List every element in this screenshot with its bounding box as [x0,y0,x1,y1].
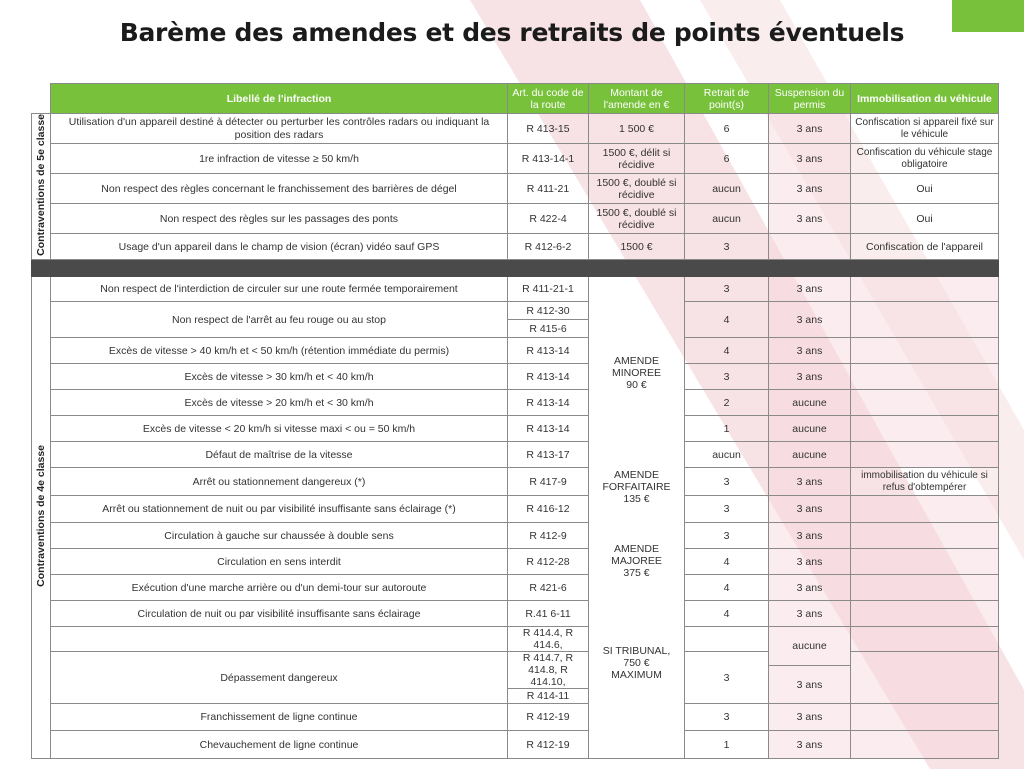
table-row [32,549,999,575]
libelle-cell: Défaut de maîtrise de la vitesse [51,442,508,468]
retrait-cell: 4 [685,601,769,627]
table-row [32,496,999,523]
header-article: Art. du code de la route [508,84,589,114]
libelle-cell: Arrêt ou stationnement de nuit ou par visibilité insuffisante sans éclairage (*) [51,496,508,523]
table-row [32,731,999,759]
article-cell: R 413-17 [508,442,589,468]
header-retrait: Retrait de point(s) [685,84,769,114]
libelle-cell: Circulation de nuit ou par visibilité insuffisante sans éclairage [51,601,508,627]
retrait-cell: 4 [685,575,769,601]
suspension-cell: 3 ans [769,575,851,601]
suspension-cell: 3 ans [769,204,851,234]
article-cell: R 413-14 [508,338,589,364]
amount-majoree: AMENDE MAJOREE 375 € [611,542,662,579]
article-cell: R 411-21 [508,174,589,204]
immobilisation-cell [851,416,999,442]
article-cell: R 412-6-2 [508,234,589,260]
table-row [32,234,999,260]
retrait-cell: 3 [685,652,769,704]
retrait-cell: 3 [685,496,769,523]
immobilisation-cell [851,704,999,731]
immobilisation-cell [851,731,999,759]
section4-label-cell [32,277,51,759]
retrait-cell: 3 [685,364,769,390]
retrait-cell: 6 [685,144,769,174]
libelle-cell: Circulation en sens interdit [51,549,508,575]
libelle-cell: Excès de vitesse > 30 km/h et < 40 km/h [51,364,508,390]
article-cell: R 412-19 [508,731,589,759]
table-row [32,627,999,652]
montant-cell: 1 500 € [589,114,685,144]
immobilisation-cell [851,277,999,302]
article-cell: R.41 6-11 [508,601,589,627]
table-row [32,204,999,234]
suspension-cell [769,234,851,260]
article-cell: R 417-9 [508,468,589,496]
immobilisation-cell [851,523,999,549]
libelle-cell: Non respect des règles sur les passages des ponts [51,204,508,234]
table-row [32,523,999,549]
retrait-cell: 3 [685,234,769,260]
suspension-cell: 3 ans [769,523,851,549]
header-row [32,84,999,114]
retrait-cell [685,627,769,652]
suspension-cell: 3 ans [769,704,851,731]
article-cell: R 413-15 [508,114,589,144]
amount-minoree: AMENDE MINOREE 90 € [611,354,661,391]
immobilisation-cell [851,442,999,468]
suspension-cell: 3 ans [769,549,851,575]
retrait-cell: 4 [685,302,769,338]
retrait-cell: 6 [685,114,769,144]
immobilisation-cell [851,302,999,338]
article-cell: R 421-6 [508,575,589,601]
table-row [32,174,999,204]
immobilisation-cell: Confiscation si appareil fixé sur le véhicule [851,114,999,144]
retrait-cell: 1 [685,416,769,442]
immobilisation-cell: Oui [851,174,999,204]
immobilisation-cell [851,575,999,601]
page-title: Barème des amendes et des retraits de points éventuels [119,18,905,47]
libelle-cell: Non respect de l'interdiction de circuler sur une route fermée temporairement [51,277,508,302]
libelle-cell: Arrêt ou stationnement dangereux (*) [51,468,508,496]
suspension-cell: 3 ans [769,338,851,364]
immobilisation-cell [851,601,999,627]
retrait-cell: 4 [685,338,769,364]
table-row [32,704,999,731]
immobilisation-cell: immobilisation du véhicule si refus d'obtempérer [851,468,999,496]
retrait-cell: 2 [685,390,769,416]
suspension-cell: 3 ans [769,601,851,627]
suspension-cell: 3 ans [769,731,851,759]
montant-cell: 1500 €, doublé si récidive [589,204,685,234]
article-cell: R 412-28 [508,549,589,575]
immobilisation-cell: Confiscation de l'appareil [851,234,999,260]
header-spacer [32,84,51,114]
libelle-cell: Chevauchement de ligne continue [51,731,508,759]
immobilisation-cell [851,549,999,575]
header-libelle: Libellé de l'infraction [51,84,508,114]
table-row [32,338,999,364]
article-cell: R 411-21-1 [508,277,589,302]
libelle-cell: 1re infraction de vitesse ≥ 50 km/h [51,144,508,174]
suspension-cell: aucune [769,627,851,666]
libelle-cell: Excès de vitesse > 40 km/h et < 50 km/h (rétention immédiate du permis) [51,338,508,364]
immobilisation-cell [851,627,999,652]
table-row [32,144,999,174]
libelle-cell: Exécution d'une marche arrière ou d'un demi-tour sur autoroute [51,575,508,601]
table-row [32,277,999,302]
suspension-cell: 3 ans [769,144,851,174]
table-row [32,442,999,468]
libelle-cell: Utilisation d'un appareil destiné à détecter ou perturber les contrôles radars ou indiquant la position des radars [51,114,508,144]
retrait-cell: aucun [685,204,769,234]
libelle-cell: Non respect de l'arrêt au feu rouge ou au stop [51,302,508,338]
separator-cell [32,260,999,277]
table-row [32,364,999,390]
libelle-cell: Circulation à gauche sur chaussée à double sens [51,523,508,549]
suspension-cell: 3 ans [769,468,851,496]
libelle-cell: Excès de vitesse > 20 km/h et < 30 km/h [51,390,508,416]
table-row [32,652,999,666]
section-separator [32,260,999,277]
article-cell: R 412-30 [508,302,589,320]
suspension-cell: aucune [769,442,851,468]
libelle-cell: Usage d'un appareil dans le champ de vision (écran) vidéo sauf GPS [51,234,508,260]
retrait-cell: 3 [685,704,769,731]
immobilisation-cell [851,390,999,416]
suspension-cell: 3 ans [769,666,851,704]
article-cell: R 412-9 [508,523,589,549]
article-cell: R 414-11 [508,689,589,704]
retrait-cell: 3 [685,468,769,496]
table-row [32,416,999,442]
article-cell: R 416-12 [508,496,589,523]
article-cell: R 414.7, R 414.8, R 414.10, [508,652,589,689]
table-row [32,575,999,601]
retrait-cell: aucun [685,174,769,204]
montant-merged-cell [589,277,685,759]
header-montant: Montant de l'amende en € [589,84,685,114]
table-row [32,302,999,320]
header-suspension: Suspension du permis [769,84,851,114]
article-cell: R 414.4, R 414.6, [508,627,589,652]
article-cell: R 422-4 [508,204,589,234]
article-cell: R 415-6 [508,320,589,338]
article-cell: R 413-14 [508,416,589,442]
section5-label: Contraventions de 5e classe [35,114,47,256]
suspension-cell: aucune [769,416,851,442]
amount-forfaitaire: AMENDE FORFAITAIRE 135 € [602,468,671,505]
immobilisation-cell: Oui [851,204,999,234]
libelle-cell: Franchissement de ligne continue [51,704,508,731]
retrait-cell: 4 [685,549,769,575]
retrait-cell: aucun [685,442,769,468]
article-cell: R 413-14 [508,390,589,416]
suspension-cell: 3 ans [769,277,851,302]
fines-table [31,83,999,759]
immobilisation-cell [851,496,999,523]
section5-label-cell [32,114,51,260]
suspension-cell: 3 ans [769,174,851,204]
suspension-cell: 3 ans [769,302,851,338]
table-row [32,390,999,416]
header-immobilisation: Immobilisation du véhicule [851,84,999,114]
suspension-cell: aucune [769,390,851,416]
suspension-cell: 3 ans [769,496,851,523]
retrait-cell: 3 [685,277,769,302]
libelle-cell [51,627,508,652]
table-row [32,601,999,627]
retrait-cell: 1 [685,731,769,759]
suspension-cell: 3 ans [769,364,851,390]
immobilisation-cell [851,338,999,364]
immobilisation-cell: Confiscation du véhicule stage obligatoire [851,144,999,174]
libelle-cell: Dépassement dangereux [51,652,508,704]
retrait-cell: 3 [685,523,769,549]
immobilisation-cell [851,364,999,390]
article-cell: R 413-14-1 [508,144,589,174]
amount-tribunal: SI TRIBUNAL, 750 € MAXIMUM [602,644,671,681]
table-row [32,468,999,496]
libelle-cell: Non respect des règles concernant le franchissement des barrières de dégel [51,174,508,204]
montant-cell: 1500 €, doublé si récidive [589,174,685,204]
montant-cell: 1500 €, délit si récidive [589,144,685,174]
montant-cell: 1500 € [589,234,685,260]
article-cell: R 412-19 [508,704,589,731]
suspension-cell: 3 ans [769,114,851,144]
libelle-cell: Excès de vitesse < 20 km/h si vitesse maxi < ou = 50 km/h [51,416,508,442]
article-cell: R 413-14 [508,364,589,390]
section4-label: Contraventions de 4e classe [35,445,47,587]
immobilisation-cell [851,652,999,704]
table-row [32,114,999,144]
